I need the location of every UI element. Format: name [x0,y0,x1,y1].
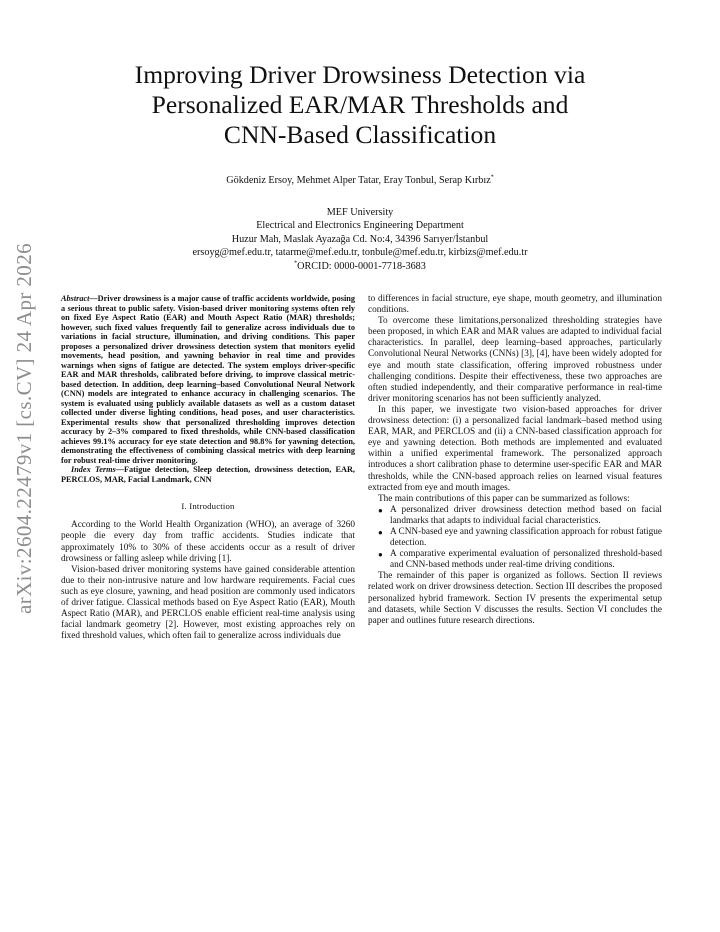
intro-paragraph-3: To overcome these limitations,personalized thresholding strategies have been proposed, in which EAR and MAR values are adapted to individual facial characteristics. In parallel, deep learning–based approaches, particularly Convolutional Neural Networks (CNNs) [3], [4], have been widely adopted for eye and mouth state classification, offering improved robustness under challenging conditions. Despite their effectiveness, these two approaches are often studied independently, and their comparative performance in real-time driver monitoring scenarios has not been sufficiently analyzed. [368,316,662,404]
intro-paragraph-2: Vision-based driver monitoring systems have gained considerable attention due to their non-intrusive nature and low hardware requirements. Facial cues such as eye closure, yawning, and head position are commonly used indicators of driver fatigue. Classical methods based on Eye Aspect Ratio (EAR), Mouth Aspect Ratio (MAR), and PERCLOS enable efficient real-time analysis using facial landmark geometry [2]. However, most existing approaches rely on fixed threshold values, which often fail to generalize across individuals due [61,564,355,642]
title-line-2: Personalized EAR/MAR Thresholds and [151,90,569,119]
affiliation-address: Huzur Mah, Maslak Ayazağa Cd. No:4, 34396 Sarıyer/İstanbul [231,233,489,245]
intro-paragraph-4: In this paper, we investigate two vision-based approaches for driver drowsiness detection: (i) a personalized facial landmark–based method using EAR, MAR, and PERCLOS and (ii) a CNN-based classification approach for eye and yawning detection. Both methods are implemented and evaluated within a unified experimental framework. The personalized approach introduces a short calibration phase to determine user-specific EAR and MAR thresholds, while the CNN-based approach relies on learned visual features extracted from eye and mouth images. [368,404,662,493]
contribution-item [368,527,662,549]
bullet-icon: ● [378,527,383,537]
index-terms [61,465,355,484]
contribution-text: A CNN-based eye and yawning classification approach for robust fatigue detection. [390,526,662,549]
title-line-3: CNN-Based Classification [223,120,497,149]
arxiv-identifier-text: arXiv:2604.22479v1 [cs.CV] 24 Apr 2026 [11,242,36,614]
intro-paragraph-1: According to the World Health Organization (WHO), an average of 3260 people die every day from traffic accidents. Studies indicate that approximately 10% to 30% of these accidents occur as a result of driver drowsiness or falling asleep while driving [1]. [61,520,355,564]
contribution-item [368,549,662,571]
index-terms-text: —Fatigue detection, Sleep detection, drowsiness detection, EAR, PERCLOS, MAR, Facial Landmark, CNN [61,465,355,484]
section-heading-introduction: I. Introduction [181,501,235,512]
abstract-label: Abstract [61,294,90,303]
author-orcid-mark: * [490,174,494,181]
affiliation-block [60,206,660,273]
author-list [60,175,660,186]
paper-title [60,60,660,150]
abstract-text: —Driver drowsiness is a major cause of traffic accidents worldwide, posing a serious threat to public safety. Vision-based driver monitoring systems often rely on fixed Eye Aspect Ratio (EAR) and Mouth Aspect Ratio (MAR) thresholds; however, such fixed values frequently fail to generalize across individuals due to variations in facial structure, illumination, and driving conditions. This paper proposes a personalized driver drowsiness detection system that monitors eyelid movements, head position, and yawning behavior in real time and provides warnings when signs of fatigue are detected. The system employs driver-specific EAR and MAR thresholds, calibrated before driving, to improve classical metric-based detection. In addition, deep learning–based Convolutional Neural Network (CNN) models are integrated to enhance accuracy in challenging scenarios. The system is evaluated using publicly available datasets as well as a custom dataset collected under diverse lighting conditions, head poses, and user characteristics. Experimental results show that personalized thresholding improves detection accuracy by 2–3% compared to fixed thresholds, while CNN-based classification achieves 99.1% accuracy for eye state detection and 98.8% for yawning detection, demonstrating the effectiveness of combining classical metrics with deep learning for robust real-time driver monitoring. [61,294,355,465]
title-line-1: Improving Driver Drowsiness Detection via [134,60,586,89]
intro-paragraph-2-continued: to differences in facial structure, eye shape, mouth geometry, and illumination conditions. [368,294,662,316]
bullet-icon: ● [378,505,383,515]
contribution-text: A comparative experimental evaluation of personalized threshold-based and CNN-based methods under real-time driving conditions. [390,549,662,571]
index-terms-label: Index Terms [71,465,116,475]
bullet-icon: ● [378,550,383,560]
orcid-mark: * [294,260,298,267]
right-column [368,294,662,627]
contribution-item [368,505,662,527]
contribution-text: A personalized driver drowsiness detection method based on facial landmarks that adapts to individual facial characteristics. [390,504,662,526]
intro-paragraph-6: The remainder of this paper is organized as follows. Section II reviews related work on driver drowsiness detection. Section III describes the proposed personalized hybrid framework. Section IV presents the experimental setup and datasets, while Section V discusses the results. Section VI concludes the paper and outlines future research directions. [368,571,662,626]
affiliation-university: MEF University [326,207,394,218]
affiliation-orcid [60,260,660,273]
affiliation-emails: ersoyg@mef.edu.tr, tatarme@mef.edu.tr, tonbule@mef.edu.tr, kirbizs@mef.edu.tr [192,247,528,259]
contribution-list [368,505,662,572]
arxiv-identifier-stamp [4,242,44,614]
affiliation-department: Electrical and Electronics Engineering Department [256,220,464,232]
left-column [61,294,355,642]
intro-paragraph-5: The main contributions of this paper can be summarized as follows: [378,493,630,504]
orcid-text: ORCID: 0000-0001-7718-3683 [297,260,426,272]
author-names: Gökdeniz Ersoy, Mehmet Alper Tatar, Eray Tonbul, Serap Kırbız [226,175,491,186]
abstract [61,294,355,465]
